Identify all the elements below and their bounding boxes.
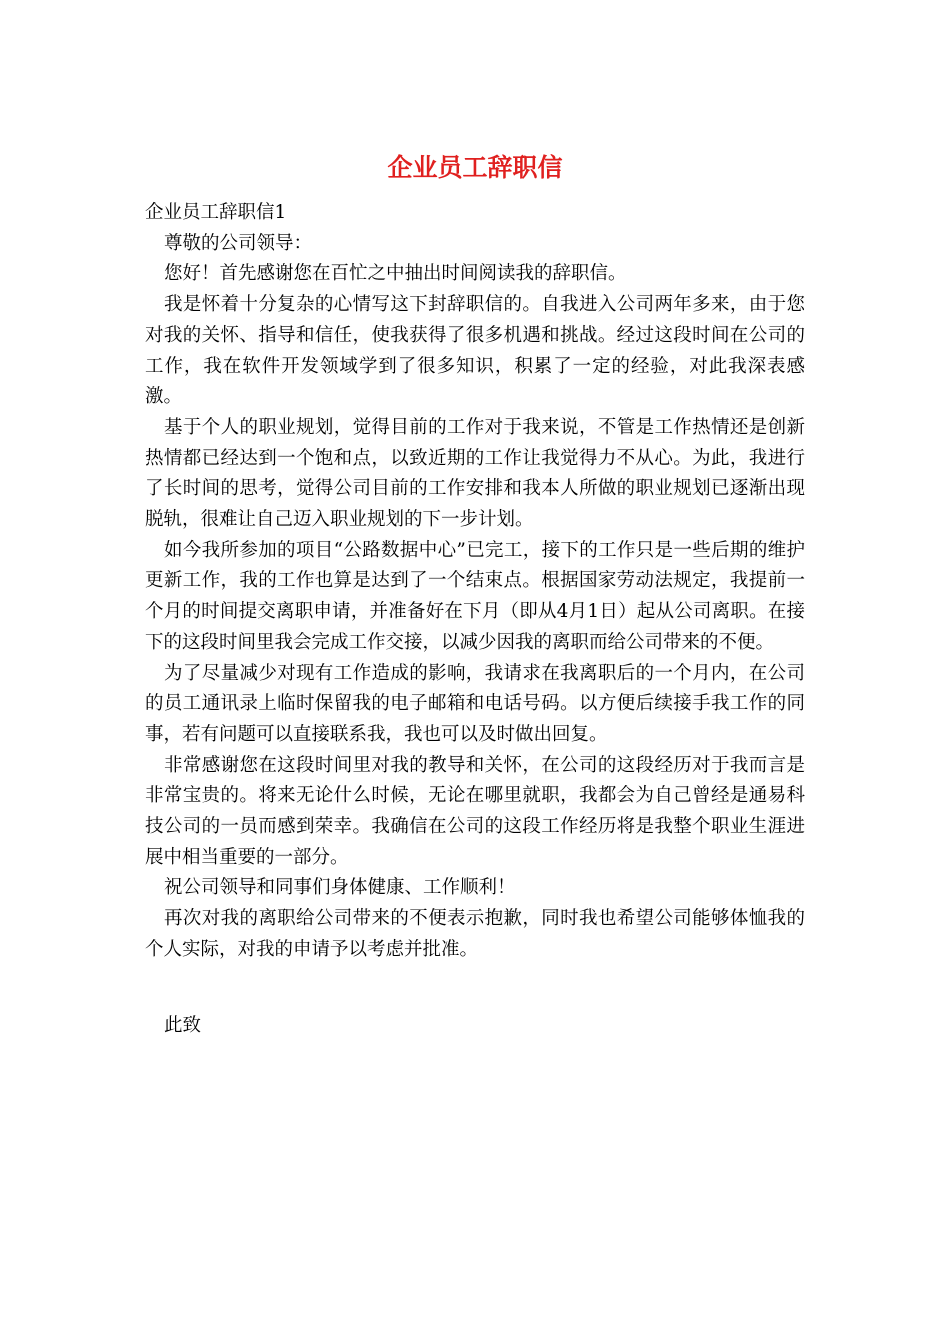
paragraph-intro: 我是怀着十分复杂的心情写这下封辞职信的。自我进入公司两年多来，由于您对我的关怀、指导和信任，使我获得了很多机遇和挑战。经过这段时间在公司的工作，我在软件开发领域学到了很多知识，积累了一定的经验，对此我深表感激。 [145,294,805,408]
paragraph-wishes: 祝公司领导和同事们身体健康、工作顺利！ [164,877,516,899]
paragraph-request: 为了尽量减少对现有工作造成的影响，我请求在我离职后的一个月内，在公司的员工通讯录上临时保留我的电子邮箱和电话号码。以方便后续接手我工作的同事，若有问题可以直接联系我，我也可以及时做出回复。 [145,662,805,745]
paragraph-apology: 再次对我的离职给公司带来的不便表示抱歉，同时我也希望公司能够体恤我的个人实际，对我的申请予以考虑并批准。 [145,908,805,960]
salutation: 尊敬的公司领导： [164,232,313,254]
spacer [145,966,805,1011]
document-body [145,198,805,1041]
closing: 此致 [164,1014,202,1036]
paragraph-greeting: 您好！首先感谢您在百忙之中抽出时间阅读我的辞职信。 [164,263,627,285]
paragraph-notice: 如今我所参加的项目“公路数据中心”已完工，接下的工作只是一些后期的维护更新工作，我的工作也算是达到了一个结束点。根据国家劳动法规定，我提前一个月的时间提交离职申请，并准备好在下月（即从4月1日）起从公司离职。在接下的这段时间里我会完成工作交接，以减少因我的离职而给公司带来的不便。 [145,539,805,653]
paragraph-thanks: 非常感谢您在这段时间里对我的教导和关怀，在公司的这段经历对于我而言是非常宝贵的。将来无论什么时候，无论在哪里就职，我都会为自己曾经是通易科技公司的一员而感到荣幸。我确信在公司的这段工作经历将是我整个职业生涯进展中相当重要的一部分。 [145,754,805,868]
document-title: 企业员工辞职信 [387,153,563,182]
document-subtitle: 企业员工辞职信1 [145,202,287,223]
paragraph-reason: 基于个人的职业规划，觉得目前的工作对于我来说，不管是工作热情还是创新热情都已经达到一个饱和点，以致近期的工作让我觉得力不从心。为此，我进行了长时间的思考，觉得公司目前的工作安排和我本人所做的职业规划已逐渐出现脱轨，很难让自己迈入职业规划的下一步计划。 [145,416,805,531]
